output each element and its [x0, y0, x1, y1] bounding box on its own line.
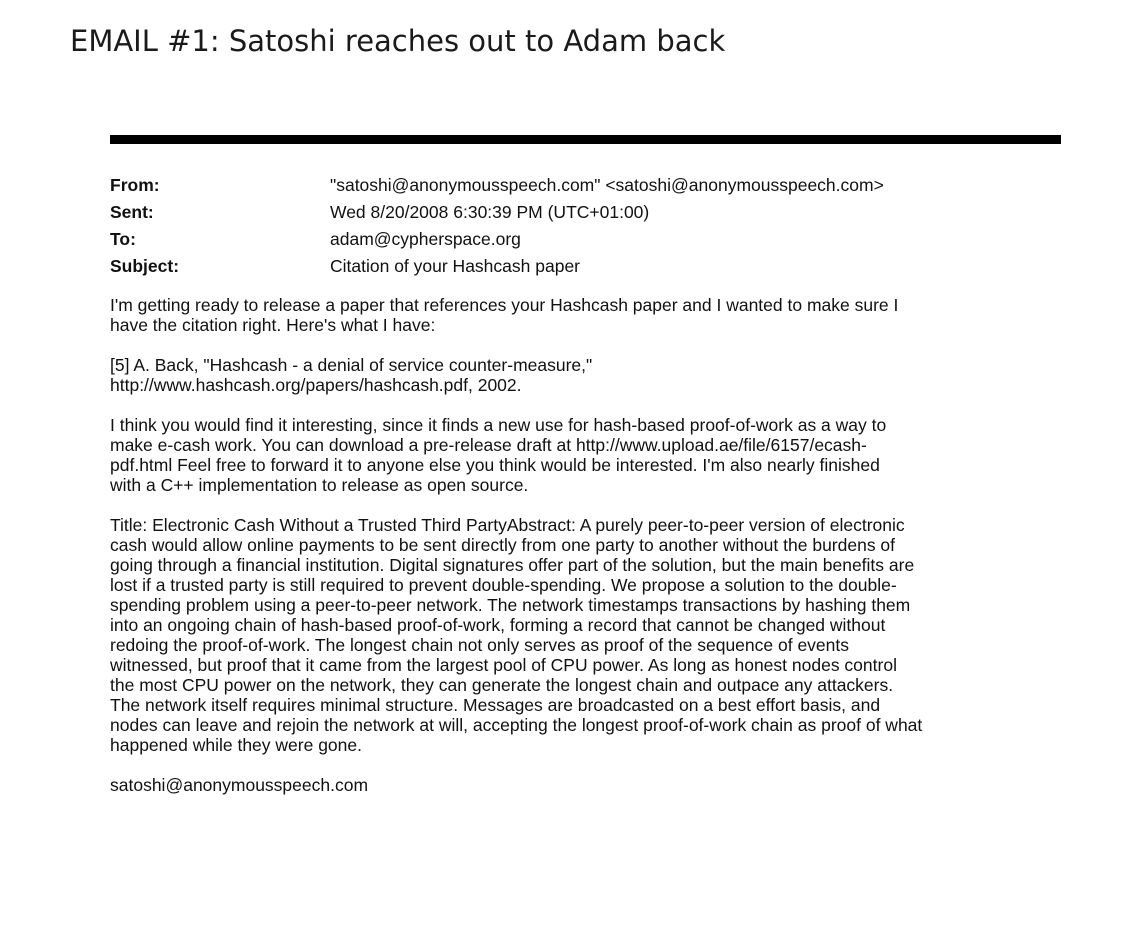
header-label-to: To:: [110, 229, 136, 249]
page-title: EMAIL #1: Satoshi reaches out to Adam back: [70, 24, 726, 58]
header-row-sent: [110, 202, 1061, 229]
body-paragraph-abstract: Title: Electronic Cash Without a Trusted Third PartyAbstract: A purely peer-to-peer version of electronic cash would allow online payments to be sent directly from one party to another without the burdens of going through a financial institution. Digital signatures offer part of the solution, but the main benefits are lost if a trusted party is still required to prevent double-spending. We propose a solution to the double- spending problem using a peer-to-peer network. The network timestamps transactions by hashing them into an ongoing chain of hash-based proof-of-work, forming a record that cannot be changed without redoing the proof-of-work. The longest chain not only serves as proof of the sequence of events witnessed, but proof that it came from the largest pool of CPU power. As long as honest nodes control the most CPU power on the network, they can generate the longest chain and outpace any attackers. The network itself requires minimal structure. Messages are broadcasted on a best effort basis, and nodes can leave and rejoin the network at will, accepting the longest proof-of-work chain as proof of what happened while they were gone.: [110, 515, 923, 755]
header-value-from: "satoshi@anonymousspeech.com" <satoshi@anonymousspeech.com>: [330, 175, 884, 195]
header-value-subject: Citation of your Hashcash paper: [330, 256, 580, 276]
body-paragraph-intro: I'm getting ready to release a paper that references your Hashcash paper and I wanted to make sure I have the citation right. Here's what I have:: [110, 295, 899, 335]
email-body: [110, 295, 1055, 795]
header-value-sent: Wed 8/20/2008 6:30:39 PM (UTC+01:00): [330, 202, 650, 222]
email-document: [110, 135, 1061, 795]
email-headers: [110, 175, 1061, 283]
top-divider: [110, 135, 1061, 144]
body-paragraph-citation: [5] A. Back, "Hashcash - a denial of service counter-measure," http://www.hashcash.org/papers/hashcash.pdf, 2002.: [110, 355, 593, 395]
header-row-from: [110, 175, 1061, 202]
header-value-to: adam@cypherspace.org: [330, 229, 521, 249]
header-label-subject: Subject:: [110, 256, 180, 276]
header-row-to: [110, 229, 1061, 256]
body-paragraph-draft: I think you would find it interesting, since it finds a new use for hash-based proof-of-work as a way to make e-cash work. You can download a pre-release draft at http://www.upload.ae/file/6157/ecash- pdf.html Feel free to forward it to anyone else you think would be interested. I'm also nearly finished with a C++ implementation to release as open source.: [110, 415, 887, 495]
header-label-sent: Sent:: [110, 202, 154, 222]
header-label-from: From:: [110, 175, 160, 195]
email-signature: satoshi@anonymousspeech.com: [110, 775, 369, 795]
header-row-subject: [110, 256, 1061, 283]
